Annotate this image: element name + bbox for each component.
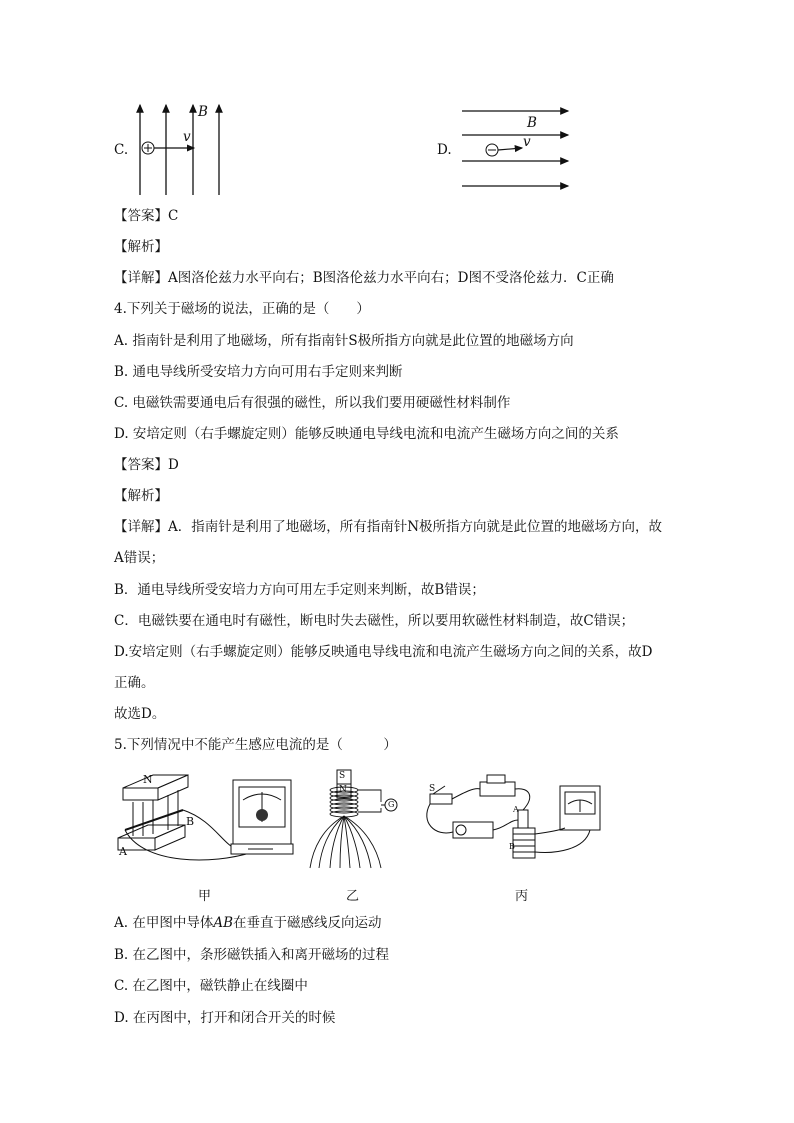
figure-d-field-diagram <box>462 104 572 189</box>
caption-bing: 丙 <box>515 889 529 904</box>
q4-detail-line: 【详解】A．指南针是利用了地磁场，所有指南针N极所指方向就是此位置的地磁场方向，故 <box>114 519 663 535</box>
q4-option-d: D. 安培定则（右手螺旋定则）能够反映通电导线电流和电流产生磁场方向之间的关系 <box>114 426 619 442</box>
field-b-label-d: B <box>527 115 537 131</box>
q4-answer: 【答案】D <box>114 457 179 473</box>
jia-n-label: N <box>143 773 153 786</box>
q4-detail-line: D.安培定则（右手螺旋定则）能够反映通电导线电流和电流产生磁场方向之间的关系，故D <box>114 644 653 660</box>
q5-option-c: C. 在乙图中，磁铁静止在线圈中 <box>114 978 308 994</box>
bing-b-label: B <box>509 842 515 851</box>
jia-b-label: B <box>186 815 195 828</box>
q3-analysis: 【解析】 <box>114 239 168 255</box>
q4-detail-line: A错误； <box>114 550 165 566</box>
q4-option-a: A. 指南针是利用了地磁场，所有指南针S极所指方向就是此位置的地磁场方向 <box>114 333 574 349</box>
q4-analysis: 【解析】 <box>114 488 168 504</box>
field-b-label-c: B <box>198 104 208 120</box>
velocity-label-d: v <box>523 134 531 150</box>
q5-option-a-ab: AB <box>213 915 234 931</box>
bing-a-label: A <box>513 805 519 814</box>
figure-bing-apparatus <box>425 772 605 867</box>
q4-detail-line: B．通电导线所受安培力方向可用左手定则来判断，故B错误； <box>114 582 485 598</box>
q5-option-a <box>114 914 382 932</box>
q3-answer: 【答案】C <box>114 208 179 224</box>
velocity-label-c: v <box>183 129 191 145</box>
q3-detail: 【详解】A图洛伦兹力水平向右；B图洛伦兹力水平向右；D图不受洛伦兹力．C正确 <box>114 270 614 286</box>
q4-detail-line: C．电磁铁要在通电时有磁性，断电时失去磁性，所以要用软磁性材料制造，故C错误； <box>114 613 635 629</box>
q4-detail-line: 故选D。 <box>114 706 166 722</box>
option-c-label: C. <box>114 142 129 158</box>
yi-s-label: S <box>339 771 346 781</box>
q5-option-b: B. 在乙图中，条形磁铁插入和离开磁场的过程 <box>114 947 390 963</box>
q4-detail-line: 正确。 <box>114 675 155 691</box>
figure-yi-apparatus <box>313 768 413 873</box>
q4-stem: 4.下列关于磁场的说法，正确的是（ ） <box>114 301 370 317</box>
jia-a-label: A <box>119 845 127 858</box>
caption-yi: 乙 <box>346 889 360 904</box>
bing-s-label: S <box>429 784 436 794</box>
q5-option-a-head: A. 在甲图中导体 <box>114 915 214 931</box>
q4-option-c: C. 电磁铁需要通电后有很强的磁性，所以我们要用硬磁性材料制作 <box>114 395 511 411</box>
q4-option-b: B. 通电导线所受安培力方向可用右手定则来判断 <box>114 364 403 380</box>
yi-g-label: G <box>388 800 395 809</box>
q5-stem: 5.下列情况中不能产生感应电流的是（ ） <box>114 737 397 753</box>
yi-n-label: N <box>339 785 347 795</box>
figure-c-field-diagram <box>132 100 242 195</box>
q5-option-d: D. 在丙图中，打开和闭合开关的时候 <box>114 1010 336 1026</box>
caption-jia: 甲 <box>198 889 212 904</box>
option-d-label: D. <box>437 142 452 158</box>
q5-option-a-tail: 在垂直于磁感线反向运动 <box>233 915 382 931</box>
